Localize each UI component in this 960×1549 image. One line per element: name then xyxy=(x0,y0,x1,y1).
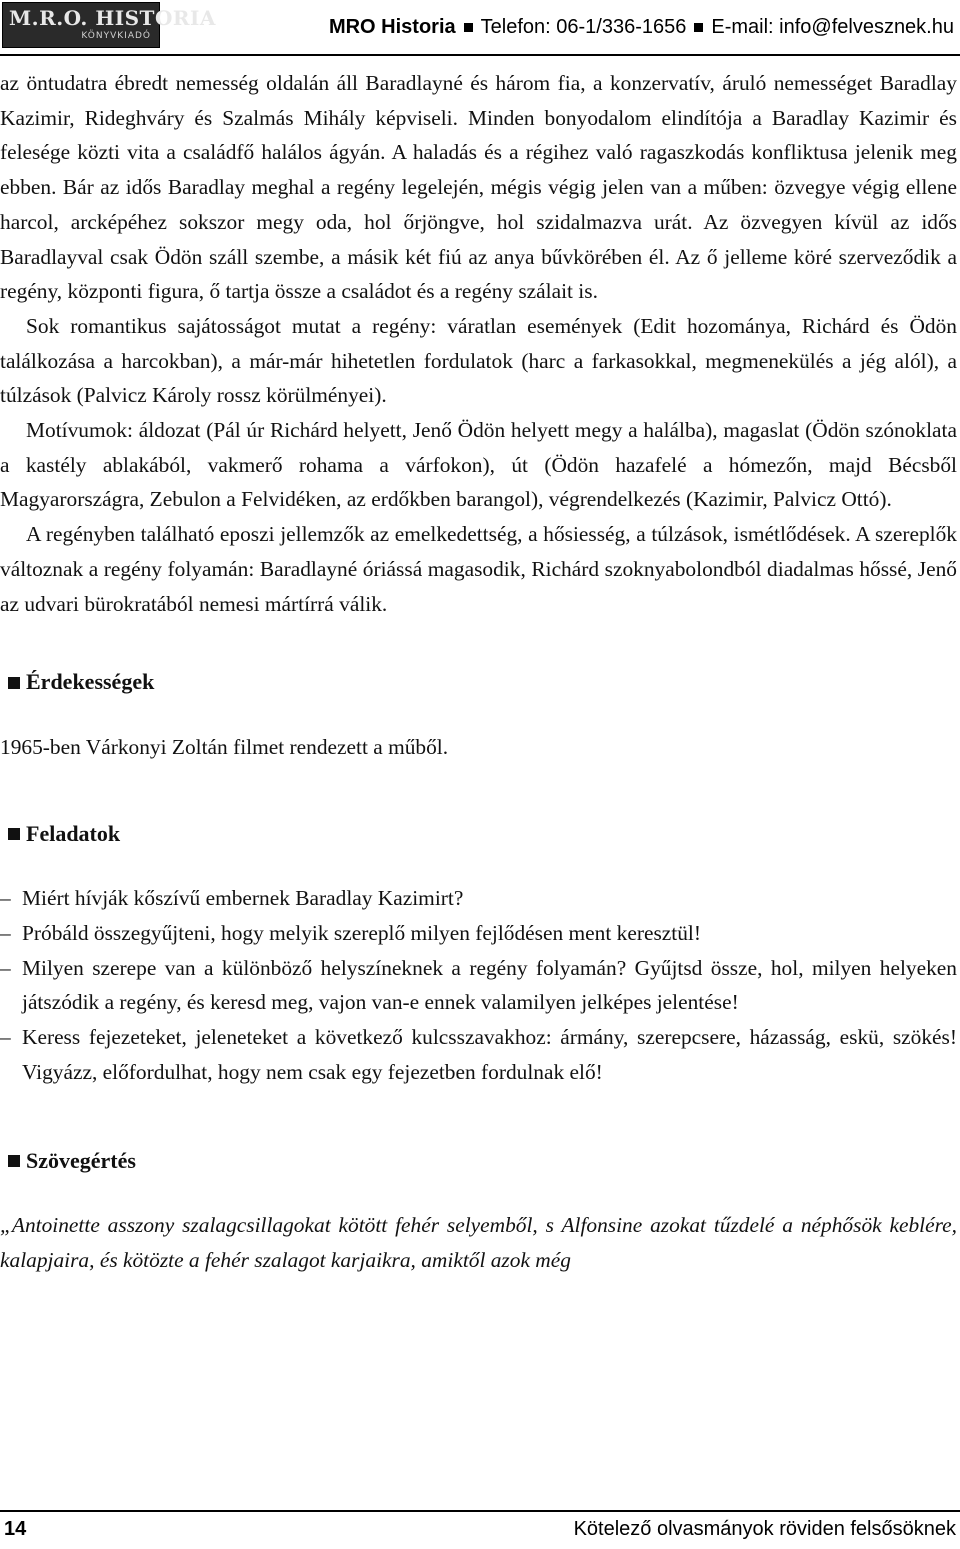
list-item xyxy=(0,916,957,951)
section-heading xyxy=(0,665,957,700)
task-text: Keress fejezeteket, jeleneteket a következő kulcsszavakhoz: ármány, szerepcsere, házasság, eskü, szökés! Vigyázz, előfordulhat, hogy nem csak egy fejezetben fordulnak elő! xyxy=(22,1025,957,1084)
quote-text: „Antoinette asszony szalagcsillagokat kötött fehér selyemből, s Alfonsine azokat tűzdelé a néphősök keblére, kalapjaira, és kötözte a fehér szalagot karjaikra, amiktől azok még xyxy=(0,1213,957,1272)
logo-main-text: M.R.O. HISTORIA xyxy=(9,6,216,30)
section-feladatok xyxy=(0,817,957,1090)
dash-marker: – xyxy=(0,955,11,980)
page-header xyxy=(0,0,960,54)
task-text: Próbáld összegyűjteni, hogy melyik szereplő milyen fejlődésen ment keresztül! xyxy=(22,921,701,946)
body-paragraph-1: az öntudatra ébredt nemesség oldalán áll Baradlayné és három fia, a konzervatív, áruló nemességet Baradlay Kazimir, Rideghváry és Szalmás Mihály képviseli. Minden bonyodalom elindítója a Baradlay Kazimir és felesége közti vita a családfő halálos ágyán. A haladás és a régihez való ragaszkodás konfliktusa jelenik meg ebben. Bár az idős Baradlay meghal a regény legelején, mégis végig jelen van a műben: özvegye végig ellene harcol, arcképéhez sokszor megy oda, hol őrjöngve, hol szidalmazva urát. Az özvegyen kívül az idős Baradlayval csak Ödön száll szembe, a másik két fiú az anya bűvkörében él. Az ő jelleme köré szerveződik a regény, központi figura, ő tartja össze a családot és a regény szálait is. xyxy=(0,71,957,304)
book-title: Kötelező olvasmányok röviden felsősöknek xyxy=(573,1518,956,1540)
list-item xyxy=(0,951,957,1020)
dash-marker: – xyxy=(0,886,11,911)
section-title-text: Érdekességek xyxy=(26,669,155,695)
page-number: 14 xyxy=(4,1518,27,1540)
header-divider xyxy=(0,54,960,56)
list-item xyxy=(0,881,957,916)
square-bullet-icon xyxy=(8,677,20,689)
body-paragraph-3: Motívumok: áldozat (Pál úr Richárd helyett, Jenő Ödön helyett megy a halálba), magaslat (Ödön szónoklata a kastély ablakából, vakmerő rohama a várfokon), út (Ödön hazafelé a hómezőn, majd Bécsből Magyarországra, Zebulon a Felvidéken, az erdőkben barangol), végrendelkezés (Kazimir, Palvicz Ottó). xyxy=(0,418,957,512)
logo-sub-text: KÖNYVKIADÓ xyxy=(81,31,151,41)
list-item xyxy=(0,1020,957,1089)
section-erdekessegek xyxy=(0,665,957,764)
section-heading xyxy=(0,1144,957,1179)
brand-name: MRO Historia xyxy=(328,16,456,38)
square-bullet-icon xyxy=(8,828,20,840)
page-content xyxy=(0,66,957,1278)
publisher-logo xyxy=(2,2,216,48)
body-paragraph-2: Sok romantikus sajátosságot mutat a regény: váratlan események (Edit hozománya, Richárd és Ödön találkozása a harcokban), a már-már hihetetlen fordulatok (harc a farkasokkal, megmenekülés a jég alól), a túlzások (Palvicz Károly rossz körülményei). xyxy=(0,313,957,408)
task-text: Milyen szerepe van a különböző helyszíneknek a regény folyamán? Gyűjtsd össze, hol, milyen helyeken játszódik a regény, és keresd meg, vajon van-e ennek valamilyen jelképes jelentése! xyxy=(22,955,957,1015)
dash-marker: – xyxy=(0,921,11,946)
square-bullet-icon xyxy=(464,23,473,32)
dash-marker: – xyxy=(0,1025,11,1050)
footer-divider xyxy=(0,1510,960,1512)
phone-text: Telefon: 06-1/336-1656 xyxy=(480,16,687,38)
section-szovegertes xyxy=(0,1144,957,1278)
section-title-text: Feladatok xyxy=(26,820,121,846)
header-contact-info xyxy=(329,16,954,39)
square-bullet-icon xyxy=(8,1155,20,1167)
body-paragraph-4: A regényben található eposzi jellemzők az emelkedettség, a hősiesség, a túlzások, ismétlődések. A szereplők változnak a regény folyamán: Baradlayné óriássá magasodik, Richárd szoknyabolondból diadalmas hőssé, Jenő az udvari bürokratából nemesi mártírrá válik. xyxy=(0,522,957,616)
trivia-text: 1965-ben Várkonyi Zoltán filmet rendezett a műből. xyxy=(0,734,449,759)
task-text: Miért hívják kőszívű embernek Baradlay Kazimirt? xyxy=(22,886,464,911)
task-list xyxy=(0,881,957,1089)
section-title-text: Szövegértés xyxy=(26,1147,136,1173)
email-text: E-mail: info@felvesznek.hu xyxy=(711,16,954,38)
page-footer xyxy=(0,1518,960,1544)
section-heading xyxy=(0,817,957,852)
square-bullet-icon xyxy=(694,23,703,32)
